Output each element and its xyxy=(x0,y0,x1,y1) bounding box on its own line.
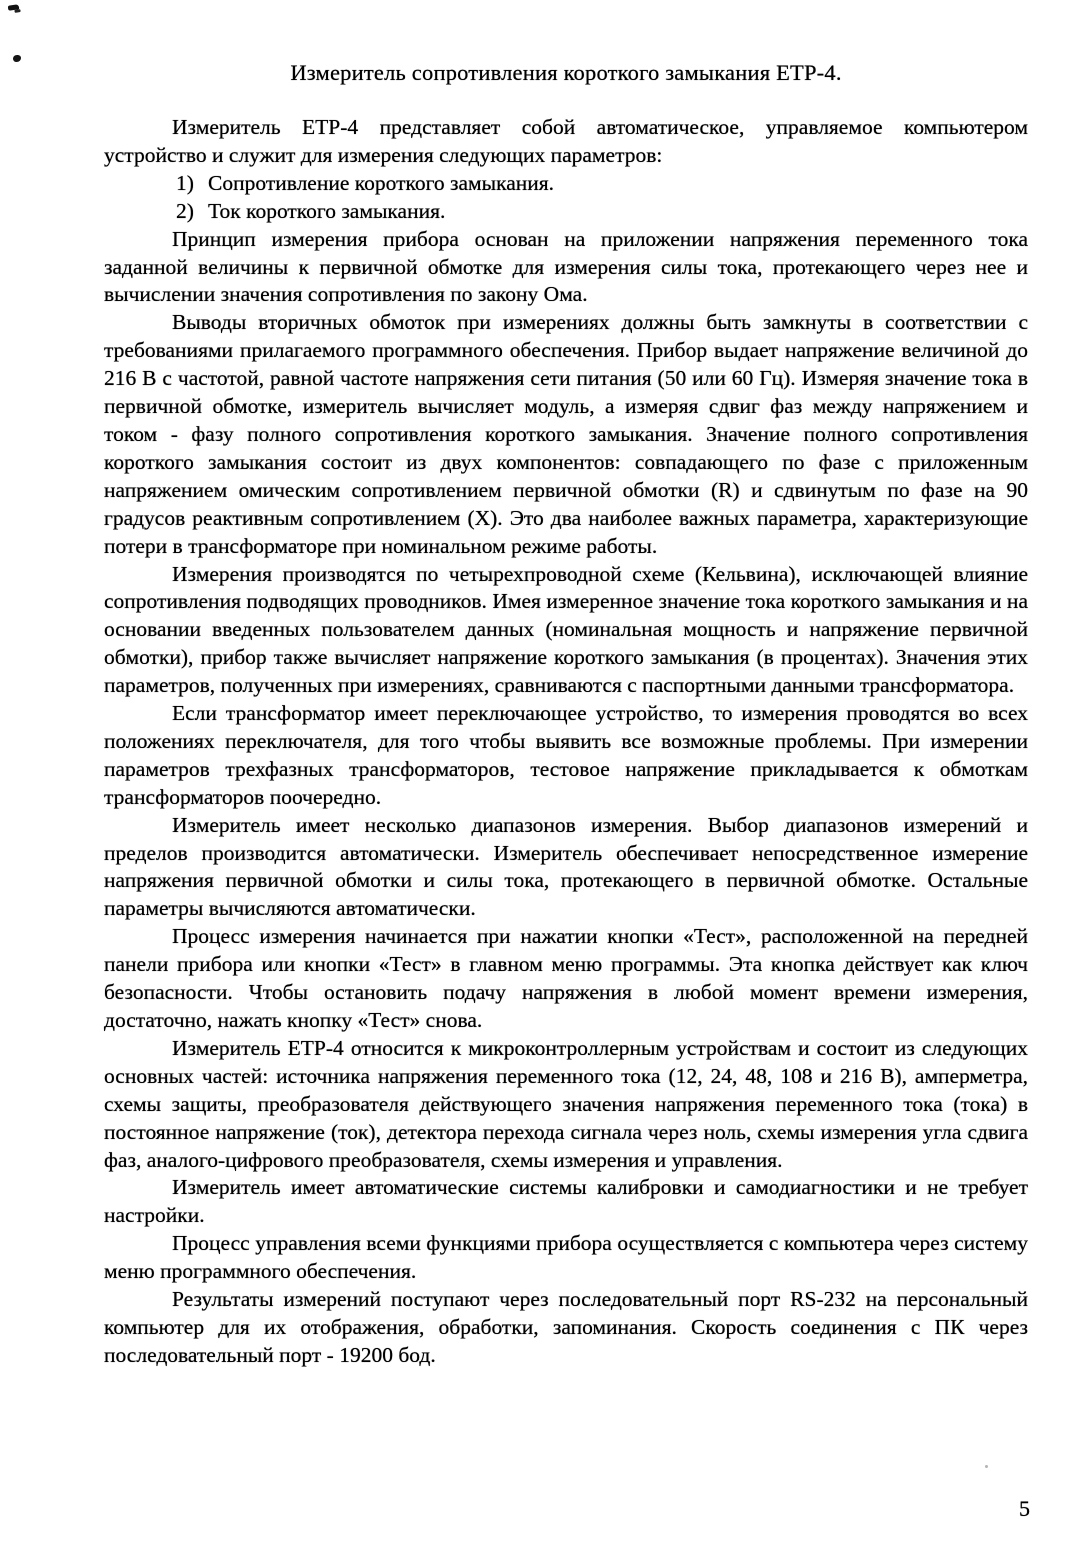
paragraph: Измеритель ЕТР-4 относится к микроконтроллерным устройствам и состоит из следующих основных частей: источника напряжения переменного тока (12, 24, 48, 108 и 216 В), амперметра, схемы защиты, преобразователя действующего значения напряжения переменного тока (тока) в постоянное напряжение (ток), детектора перехода сигнала через ноль, схемы измерения угла сдвига фаз, аналого-цифрового преобразователя, схемы измерения и управления. xyxy=(104,1035,1028,1172)
scan-speck-icon xyxy=(985,1465,988,1468)
paragraph: Измеритель имеет несколько диапазонов измерения. Выбор диапазонов измерений и пределов производится автоматически. Измеритель обеспечивает непосредственное измерение напряжения первичной обмотки и силы тока, протекающего в первичной обмотке. Остальные параметры вычисляются автоматически. xyxy=(104,812,1028,921)
paragraph: Измеритель имеет автоматические системы калибровки и самодиагностики и не требует настройки. xyxy=(104,1175,1028,1228)
paragraph: Процесс измерения начинается при нажатии кнопки «Тест», расположенной на передней панели прибора или кнопки «Тест» в главном меню программы. Эта кнопка действует как ключ безопасности. Чтобы остановить подачу напряжения в любой момент времени измерения, достаточно, нажать кнопку «Тест» снова. xyxy=(104,924,1028,1032)
paragraph: Измерения производятся по четырехпроводной схеме (Кельвина), исключающей влияние сопротивления подводящих проводников. Имея измеренное значение тока короткого замыкания и на основании введенных пользователем данных (номинальная мощность и напряжение первичной обмотки), прибор также вычисляет напряжение короткого замыкания (в процентах). Значения этих параметров, полученных при измерениях, сравниваются с паспортными данными трансформатора. xyxy=(104,561,1028,698)
scan-speck-icon xyxy=(13,55,21,62)
list-item xyxy=(104,170,1028,198)
list-item-text: Ток короткого замыкания. xyxy=(208,198,446,223)
paragraph-intro: Измеритель ЕТР-4 представляет собой автоматическое, управляемое компьютером устройство и служит для измерения следующих параметров: xyxy=(104,115,1028,167)
page-number: 5 xyxy=(1019,1496,1030,1521)
paragraph: Выводы вторичных обмоток при измерениях должны быть замкнуты в соответствии с требованиями прилагаемого программного обеспечения. Прибор выдает напряжение величиной до 216 В с частотой, равной частоте напряжения сети питания (50 или 60 Гц). Измеряя значение тока в первичной обмотке, измеритель вычисляет модуль, а измеряя сдвиг фаз между напряжением и током - фазу полного сопротивления короткого замыкания. Значение полного сопротивления короткого замыкания состоит из двух компонентов: совпадающего по фазе с приложенным напряжением омическим сопротивлением первичной обмотки (R) и сдвинутым по фазе на 90 градусов реактивным сопротивлением (X). Это два наиболее важных параметра, характеризующие потери в трансформаторе при номинальном режиме работы. xyxy=(104,310,1028,558)
list-item-text: Сопротивление короткого замыкания. xyxy=(208,170,555,195)
paragraph: Если трансформатор имеет переключающее устройство, то измерения проводятся во всех положениях переключателя, для того чтобы выявить все возможные проблемы. При измерении параметров трехфазных трансформаторов, тестовое напряжение прикладывается к обмоткам трансформаторов поочередно. xyxy=(104,701,1028,809)
paragraph: Процесс управления всеми функциями прибора осуществляется с компьютера через систему меню программного обеспечения. xyxy=(104,1231,1028,1284)
list-item-number: 1) xyxy=(176,170,194,195)
scan-speck-icon xyxy=(8,4,20,10)
page-title: Измеритель сопротивления короткого замыкания ЕТР-4. xyxy=(290,60,842,85)
numbered-list xyxy=(104,170,1028,226)
list-item xyxy=(104,198,1028,226)
document-body xyxy=(104,114,1028,1370)
list-item-number: 2) xyxy=(176,198,194,223)
paragraph: Принцип измерения прибора основан на приложении напряжения переменного тока заданной величины к первичной обмотке для измерения силы тока, протекающего через нее и вычислении значения сопротивления по закону Ома. xyxy=(104,226,1028,307)
paragraph: Результаты измерений поступают через последовательный порт RS-232 на персональный компьютер для их отображения, обработки, запоминания. Скорость соединения с ПК через последовательный порт - 19200 бод. xyxy=(104,1287,1028,1367)
